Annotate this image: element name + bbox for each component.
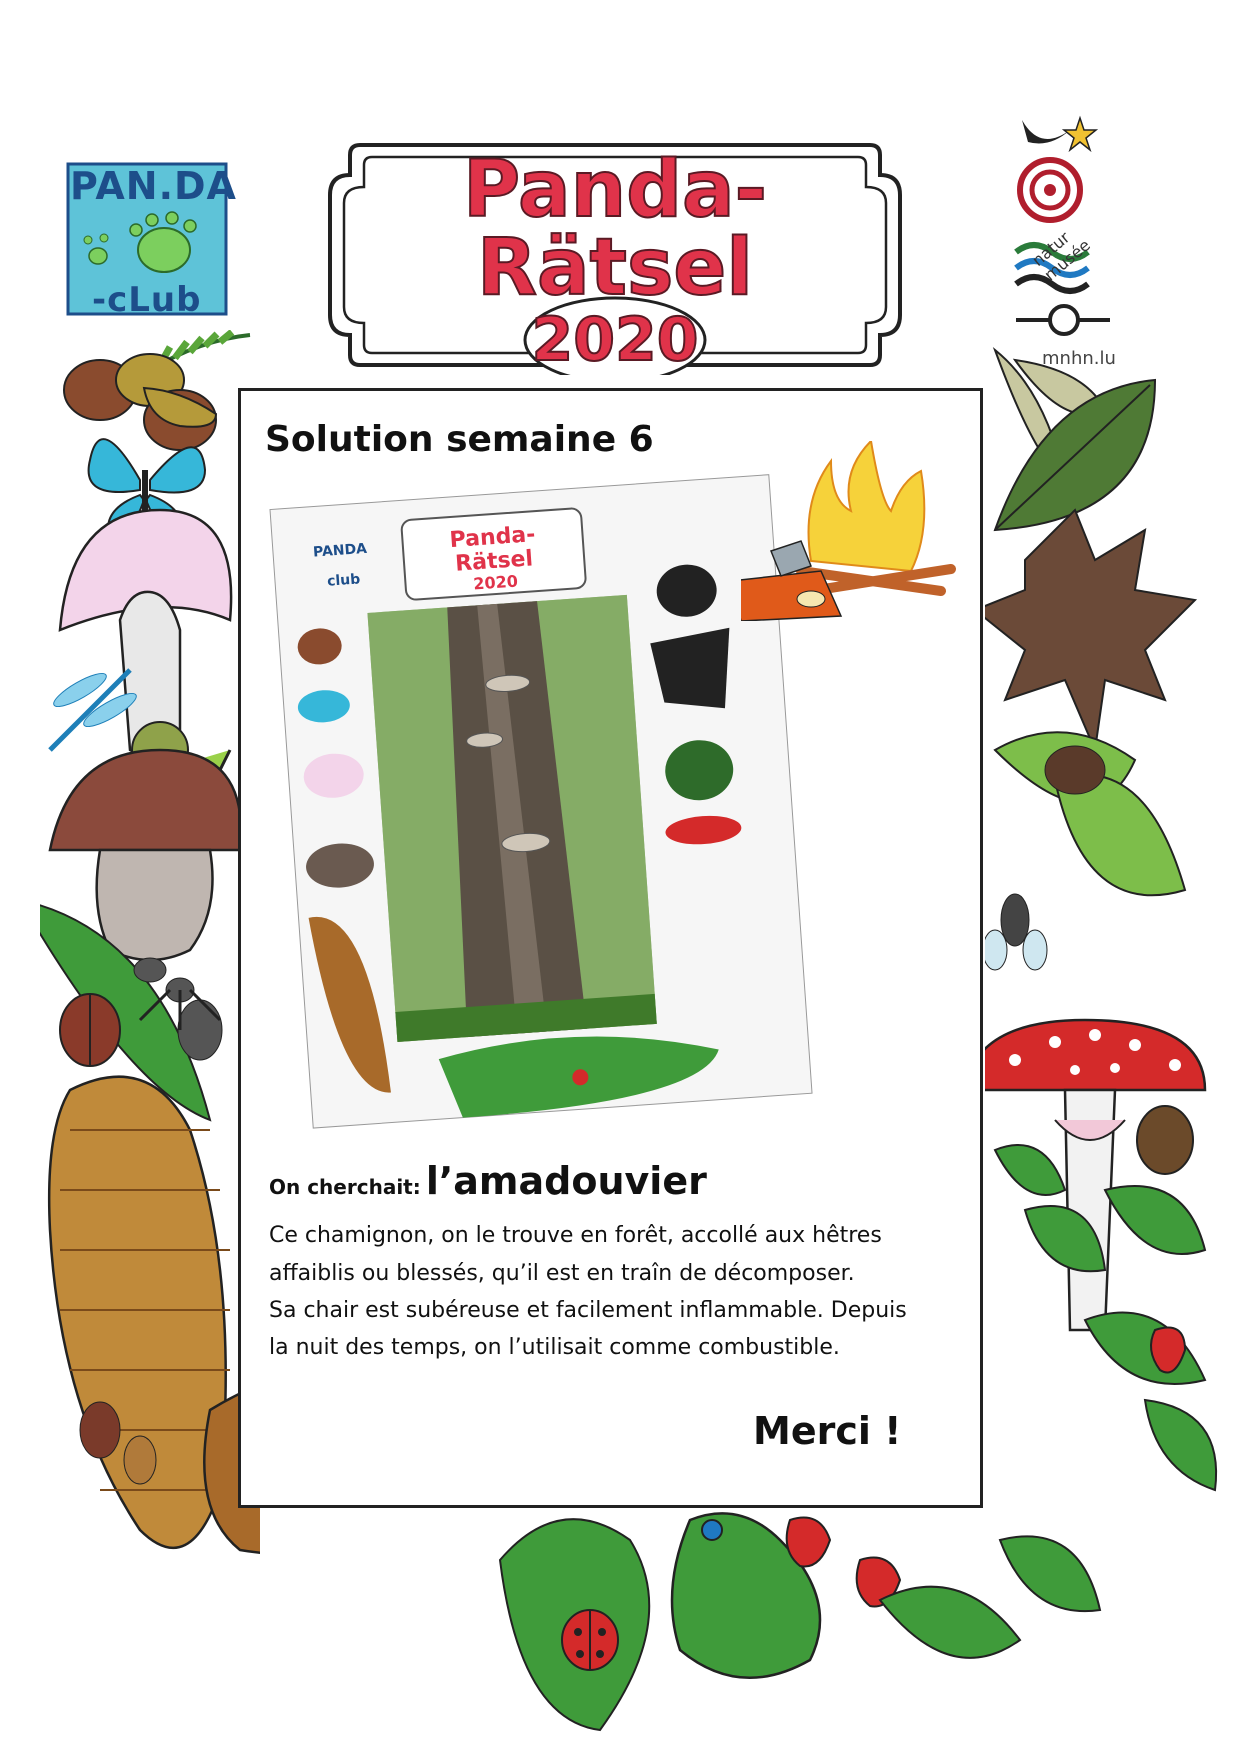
ladybug-icon [562,1610,618,1670]
beetle-icon [60,994,120,1066]
maple-leaf-icon [985,510,1195,750]
nettle-leaf-icon [880,1536,1100,1657]
paragraph-line: Sa chair est subéreuse et facilement inflammable. Depuis [269,1298,907,1323]
page-heading: Solution semaine 6 [265,419,654,460]
fly-icon [985,894,1047,970]
title-year: 2020 [531,305,699,375]
photo-sign-year: 2020 [472,571,519,594]
strawberry-icon [985,1328,1185,1399]
paragraph-line: affaiblis ou blessés, qu’il est en traîn de décomposer. [269,1261,855,1286]
museum-name: natur musée [1028,227,1094,285]
fire-icon [801,441,951,591]
beech-leaf-icon [995,732,1185,895]
panda-logo-text: PAN.DA [70,164,237,208]
title-line-1: Panda- [462,145,768,235]
spruce-cone-icon [49,1077,260,1555]
photo-sign-logo-club: club [326,571,361,590]
panda-club-logo [64,160,237,328]
left-border-illustrations [40,330,260,1730]
photo-sign-line-2: Rätsel [454,546,534,577]
paragraph-line: Ce chamignon, on le trouve en forêt, accollé aux hêtres [269,1223,882,1248]
answer-label: On cherchait: [269,1175,421,1199]
panda-logo-club: -cLub [92,280,202,320]
answer-value: l’amadouvier [425,1159,707,1203]
paragraph-line: la nuit des temps, on l’utilisait comme combustible. [269,1335,840,1360]
title-sign [320,135,910,375]
museum-url: mnhn.lu [1042,348,1116,369]
photo-sign-line-1: Panda- [448,522,537,554]
pink-mushroom-icon [60,510,231,755]
bottom-border-illustrations [480,1500,1240,1753]
beetle-icon [1137,1106,1193,1174]
thanks-text: Merci ! [753,1409,902,1453]
photo-sign-logo: PANDA [312,540,368,561]
acorn-icon [64,354,216,450]
answer-row [269,1159,707,1203]
campfire-illustration [741,441,981,621]
content-panel [238,388,983,1508]
title-line-2: Rätsel [476,223,754,313]
